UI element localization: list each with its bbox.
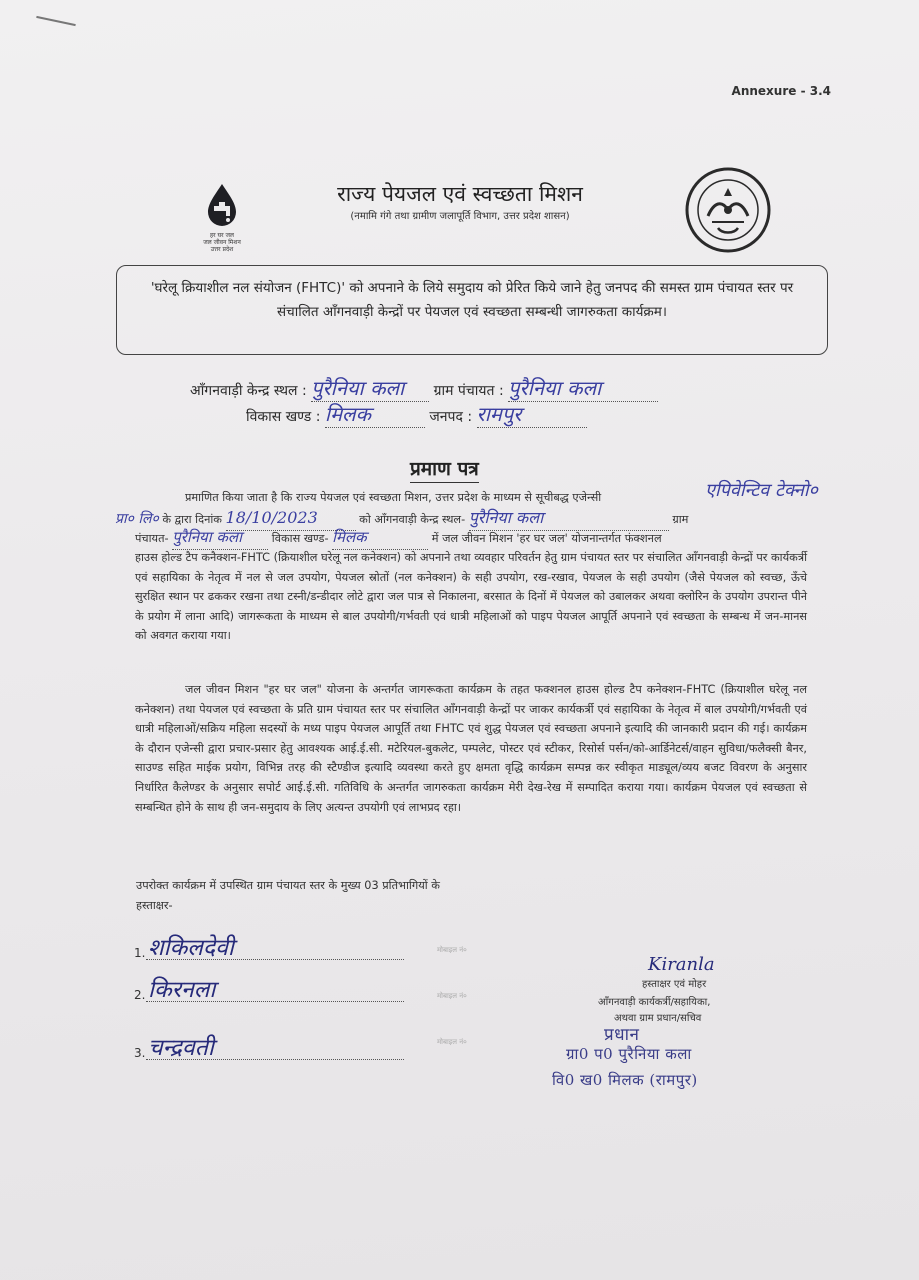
participant-name: शकिलदेवी — [148, 935, 234, 961]
certificate-para1-rest: हाउस होल्ड टैप कनैक्शन-FHTC (क्रियाशील घरेलू नल कनेक्शन) को अपनाने तथा व्यवहार परिवर्तन हेतु ग्राम पंचायत स्तर पर संचालित आँगनवाड़ी केन्द्रों पर कार्यकर्त्री एवं सहायिका के नेतृत्व में नल से जल उपयोग, पेयजल स्रोतों (नल कनेक्शन) के सही उपयोग, रख-रखाव, पेयजल के सही उपयोग (जैसे पेयजल को स्वच्छ, ऊँचे सुरक्षित स्थान पर ढककर रखना तथा टस्नी/डन्डीदार लोटे द्वारा जल पात्र से निकालना, बरसात के दिनों में पेयजल को उबालकर अथवा क्लोरिन के उपयोग उपरान्त पीने के प्रयोग में लाना आदि) जागरूकता के माध्यम से बाल उपयोगी/गर्भवती एवं धात्री महिलाओं को पाइप पेयजल आपूर्ति अपनाने एवं स्वच्छता के सम्बन्ध में जन-मानस को अवगत कराया गया। — [135, 551, 807, 643]
gp-field — [172, 528, 268, 550]
uttar-pradesh-state-emblem-icon — [684, 166, 772, 254]
mobile-label-1: मोबाइल नं० — [437, 946, 467, 954]
anganwadi-row — [190, 374, 658, 402]
gram-panchayat-label: ग्राम पंचायत : — [433, 383, 504, 399]
janpad-field — [477, 400, 587, 428]
signatory-autograph: Kiranla — [648, 954, 715, 975]
line2-text-a: के द्वारा दिनांक — [162, 513, 222, 526]
block-field — [332, 528, 428, 550]
logo-caption-1: हर घर जल — [210, 232, 234, 239]
anganwadi-value: पुरैनिया कला — [311, 376, 405, 400]
jal-jeevan-mission-logo — [190, 182, 254, 253]
mission-subtitle: (नमामि गंगे तथा ग्रामीण जलापूर्ति विभाग, उत्तर प्रदेश शासन) — [350, 211, 570, 222]
participant-number: 1. — [134, 946, 146, 960]
line3-text-a: पंचायत- — [135, 532, 169, 545]
signatory-line1: हस्ताक्षर एवं मोहर — [642, 979, 707, 990]
line2-text-c: ग्राम — [672, 513, 689, 526]
agency-name: एपिवेन्टिव टेक्नो० — [705, 480, 818, 501]
logo-caption-2: जल जीवन मिशन — [203, 239, 241, 246]
line3-text-b: विकास खण्ड- — [271, 532, 329, 545]
line3-block: मिलक — [332, 528, 367, 546]
gram-panchayat-field — [508, 374, 658, 402]
anganwadi-field — [311, 374, 429, 402]
stamp-block: वि0 ख0 मिलक (रामपुर) — [552, 1071, 698, 1089]
participant-signature-2 — [134, 968, 434, 1008]
signatory-line3: अथवा ग्राम प्रधान/सचिव — [614, 1013, 702, 1024]
vikas-khand-value: मिलक — [324, 402, 371, 426]
line2-place: पुरैनिया कला — [468, 508, 544, 527]
logo-caption-3: उत्तर प्रदेश — [210, 246, 234, 253]
vikas-khand-field — [325, 400, 425, 428]
janpad-value: रामपुर — [476, 402, 522, 426]
janpad-label: जनपद : — [429, 409, 473, 425]
anganwadi-label: आँगनवाड़ी केन्द्र स्थल : — [190, 383, 307, 399]
agency-suffix: प्रा० लि० — [115, 511, 159, 527]
signatory-line2: आँगनवाड़ी कार्यकर्त्री/सहायिका, — [598, 997, 711, 1008]
certificate-para1-line3 — [135, 528, 807, 550]
program-date: 18/10/2023 — [225, 508, 318, 527]
participants-heading — [136, 876, 636, 916]
scratch-mark — [36, 16, 76, 26]
para1-line1-text: प्रमाणित किया जाता है कि राज्य पेयजल एवं स्वच्छता मिशन, उत्तर प्रदेश के माध्यम से सूचीबद्ध एजेन्सी — [185, 491, 602, 504]
participant-number: 2. — [134, 988, 146, 1002]
certificate-title: प्रमाण पत्र — [410, 455, 479, 483]
participants-heading-line2: हस्ताक्षर- — [136, 899, 173, 912]
participant-name: चन्द्रवती — [148, 1035, 214, 1061]
certificate-para2: जल जीवन मिशन "हर घर जल" योजना के अन्तर्गत जागरूकता कार्यक्रम के तहत फक्शनल हाउस होल्ड टैप कनेक्शन-FHTC (क्रियाशील घरेलू नल कनेक्शन) तथा पेयजल एवं स्वच्छता के प्रति ग्राम पंचायत स्तर पर संचालित आँगनवाड़ी केन्द्रों पर जाकर कार्यकर्त्री एवं सहायिका के नेतृत्व में बाल उपयोगी/गर्भवती एवं धात्री महिलाओं/सक्रिय महिला सदस्यों के मध्य पाइप पेयजल आपूर्ति तथा FHTC एवं शुद्ध पेयजल एवं स्वच्छता अपनाने इत्यादि की जानकारी प्रदान की गई। कार्यक्रम के दौरान एजेन्सी द्वारा प्रचार-प्रसार हेतु आवश्यक आई.ई.सी. मटेरियल-बुकलेट, पम्पलेट, पोस्टर एवं स्टीकर, रिसोर्स पर्सन/को-आर्डिनेटर्स/वाहन सुविधा/फलैक्सी बैनर, साउण्ड सहित माईक प्रयोग, विभिन्न तरह की स्टैण्डीज इत्यादि व्यवस्था करते हुए क्षमता वृद्धि कार्यक्रम सम्पन्न कर स्वीकृत माड्यूल/व्यय बजट विवरण के अनुसार निर्धारित कैलेण्डर के अनुसार सपोर्ट आई.ई.सी. गतिविधि के अन्तर्गत जागरुकता कार्यक्रम मेरी देख-रेख में सम्पादित कराया गया। कार्यक्रम पेयजल एवं स्वच्छता से सम्बन्धित होने के साथ ही जन-समुदाय के लिए अत्यन्त उपयोगी एवं लाभप्रद रहा। — [135, 683, 807, 814]
participant-number: 3. — [134, 1046, 146, 1060]
vikas-khand-row — [246, 400, 587, 428]
gram-panchayat-value: पुरैनिया कला — [508, 376, 602, 400]
line2-text-b: को आँगनवाड़ी केन्द्र स्थल- — [359, 513, 466, 526]
stamp-gram-panchayat: ग्रा0 प0 पुरैनिया कला — [566, 1045, 692, 1063]
stamp-designation: प्रधान — [604, 1025, 640, 1045]
mobile-label-2: मोबाइल नं० — [437, 992, 467, 1000]
line3-gp: पुरैनिया कला — [172, 528, 242, 546]
vikas-khand-label: विकास खण्ड : — [246, 409, 321, 425]
line3-text-c: में जल जीवन मिशन 'हर घर जल' योजनान्तर्गत फंक्शनल — [431, 532, 662, 545]
annexure-label: Annexure - 3.4 — [731, 84, 831, 98]
mobile-label-3: मोबाइल नं० — [437, 1038, 467, 1046]
participant-signature-1 — [134, 926, 434, 966]
water-drop-tap-icon — [200, 182, 244, 228]
mission-title: राज्य पेयजल एवं स्वच्छता मिशन — [337, 182, 583, 206]
participant-signature-3 — [134, 1026, 434, 1066]
participants-heading-line1: उपरोक्त कार्यक्रम में उपस्थित ग्राम पंचायत स्तर के मुख्य 03 प्रतिभागियों के — [136, 879, 440, 892]
program-title-box: 'घरेलू क्रियाशील नल संयोजन (FHTC)' को अपनाने के लिये समुदाय को प्रेरित किये जाने हेतु जनपद की समस्त ग्राम पंचायत स्तर पर संचालित आँगनवाड़ी केन्द्रों पर पेयजल एवं स्वच्छता सम्बन्धी जागरुकता कार्यक्रम। — [116, 265, 828, 355]
participant-name: किरनला — [148, 977, 216, 1003]
